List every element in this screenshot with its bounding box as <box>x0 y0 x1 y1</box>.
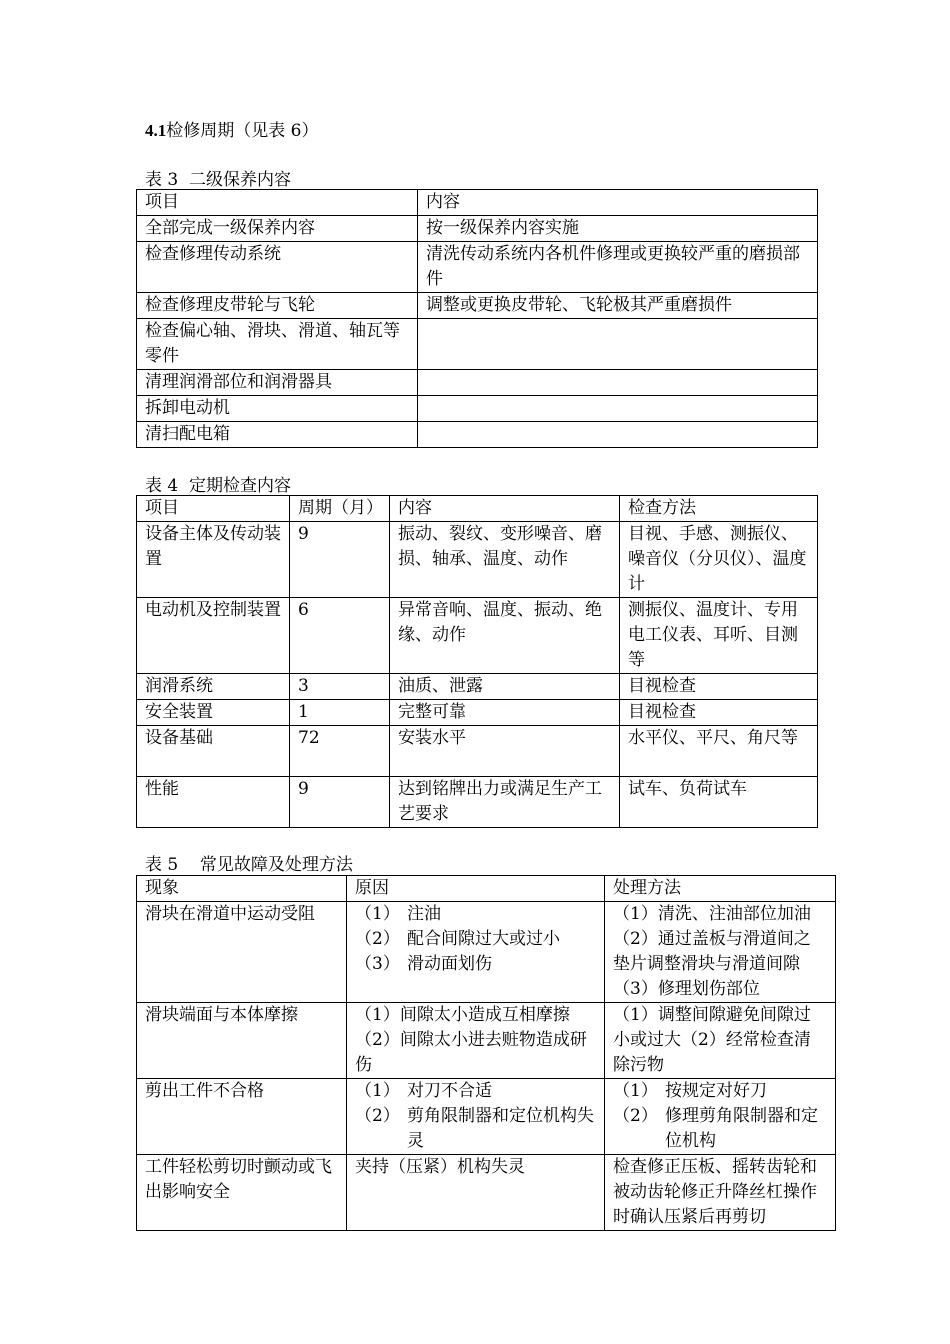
table-cell: 全部完成一级保养内容 <box>137 216 418 242</box>
list-item-number: （3） <box>355 954 400 974</box>
table-cell: 设备基础 <box>137 726 290 777</box>
table4-header-cell: 周期（月） <box>290 496 390 522</box>
list-item-number: （2） <box>613 1106 658 1126</box>
table-cell: 按一级保养内容实施 <box>418 216 818 242</box>
table-cell: 试车、负荷试车 <box>620 777 818 828</box>
table-row <box>137 674 818 700</box>
table-cell: 夹持（压紧）机构失灵 <box>347 1155 605 1231</box>
cause-list <box>347 902 605 1003</box>
list-item <box>355 952 596 977</box>
table-cell: 清洗传动系统内各机件修理或更换较严重的磨损部件 <box>418 242 818 293</box>
list-item <box>355 1079 596 1104</box>
table-cell: 安装水平 <box>390 726 620 777</box>
table-cell: （1）间隙太小造成互相摩擦（2）间隙太小进去赃物造成研伤 <box>347 1003 605 1079</box>
cause-list <box>347 1079 605 1155</box>
table3-header-cell: 项目 <box>137 190 418 216</box>
table-cell: 6 <box>290 598 390 674</box>
table-cell <box>418 319 818 370</box>
table-cell: 剪出工件不合格 <box>137 1079 347 1155</box>
list-item-number: （2） <box>355 929 400 949</box>
remedy-list <box>605 1079 836 1155</box>
list-item-number: （1） <box>355 1081 400 1101</box>
table4 <box>136 495 818 828</box>
table-row <box>137 422 818 448</box>
table-cell: 完整可靠 <box>390 700 620 726</box>
table3-header-row <box>137 190 818 216</box>
table4-header-cell: 检查方法 <box>620 496 818 522</box>
table-cell: 目视检查 <box>620 700 818 726</box>
table-cell: （1）清洗、注油部位加油（2）通过盖板与滑道间之垫片调整滑块与滑道间隙（3）修理划伤部位 <box>605 902 836 1003</box>
table5-header-cell: 原因 <box>347 876 605 902</box>
list-item-text: 对刀不合适 <box>407 1081 492 1101</box>
table-cell: 润滑系统 <box>137 674 290 700</box>
table5-caption: 表 5 常见故障及处理方法 <box>145 855 353 875</box>
table-cell <box>418 396 818 422</box>
table-row <box>137 777 818 828</box>
table-row <box>137 319 818 370</box>
list-item <box>355 1104 596 1154</box>
table4-header-cell: 项目 <box>137 496 290 522</box>
table4-header-row <box>137 496 818 522</box>
table-cell: 目视、手感、测振仪、噪音仪（分贝仪）、温度计 <box>620 522 818 598</box>
table-row <box>137 522 818 598</box>
table-row <box>137 1003 836 1079</box>
table-cell: 清扫配电箱 <box>137 422 418 448</box>
table-cell: 设备主体及传动装置 <box>137 522 290 598</box>
table-cell: 滑块端面与本体摩擦 <box>137 1003 347 1079</box>
table-cell <box>418 422 818 448</box>
table3 <box>136 189 818 448</box>
list-item-number: （1） <box>613 1081 658 1101</box>
list-item-text: 按规定对好刀 <box>665 1081 767 1101</box>
table-cell: 72 <box>290 726 390 777</box>
table-cell: 检查修正压板、摇转齿轮和被动齿轮修正升降丝杠操作时确认压紧后再剪切 <box>605 1155 836 1231</box>
table-row <box>137 726 818 777</box>
table-cell: 清理润滑部位和润滑器具 <box>137 370 418 396</box>
table-cell: 滑块在滑道中运动受阻 <box>137 902 347 1003</box>
section-heading <box>145 116 318 141</box>
table-cell: 达到铭牌出力或满足生产工艺要求 <box>390 777 620 828</box>
list-item <box>613 1104 827 1154</box>
table-row <box>137 1079 836 1155</box>
table-cell: 振动、裂纹、变形噪音、磨损、轴承、温度、动作 <box>390 522 620 598</box>
list-item-number: （1） <box>355 904 400 924</box>
list-item-number: （2） <box>355 1106 400 1126</box>
list-item <box>355 902 596 927</box>
table-cell: 9 <box>290 777 390 828</box>
table-row <box>137 396 818 422</box>
table-row <box>137 216 818 242</box>
table-cell: 测振仪、温度计、专用电工仪表、耳听、目测等 <box>620 598 818 674</box>
table-cell: 9 <box>290 522 390 598</box>
table-row <box>137 242 818 293</box>
table-cell: 油质、泄露 <box>390 674 620 700</box>
table-cell: 调整或更换皮带轮、飞轮极其严重磨损件 <box>418 293 818 319</box>
table-cell: 1 <box>290 700 390 726</box>
list-item-text: 配合间隙过大或过小 <box>407 929 560 949</box>
table-cell: 电动机及控制装置 <box>137 598 290 674</box>
table-cell: 3 <box>290 674 390 700</box>
list-item <box>355 927 596 952</box>
table-cell: 性能 <box>137 777 290 828</box>
table-cell: 异常音响、温度、振动、绝缘、动作 <box>390 598 620 674</box>
table-row <box>137 700 818 726</box>
list-item-text: 剪角限制器和定位机构失灵 <box>407 1106 594 1151</box>
table4-header-cell: 内容 <box>390 496 620 522</box>
table5-header-row <box>137 876 836 902</box>
table-cell: （1）调整间隙避免间隙过小或过大（2）经常检查清除污物 <box>605 1003 836 1079</box>
table5-header-cell: 处理方法 <box>605 876 836 902</box>
table-row <box>137 902 836 1003</box>
table-row <box>137 370 818 396</box>
table-cell: 拆卸电动机 <box>137 396 418 422</box>
table-row <box>137 1155 836 1231</box>
table-cell: 安全装置 <box>137 700 290 726</box>
table-cell: 检查修理皮带轮与飞轮 <box>137 293 418 319</box>
section-number: 4.1 <box>145 121 167 140</box>
table5-header-cell: 现象 <box>137 876 347 902</box>
table-row <box>137 293 818 319</box>
table-cell: 目视检查 <box>620 674 818 700</box>
table-cell: 水平仪、平尺、角尺等 <box>620 726 818 777</box>
table5 <box>136 875 836 1231</box>
table-cell: 检查修理传动系统 <box>137 242 418 293</box>
table-row <box>137 598 818 674</box>
list-item-text: 注油 <box>407 904 441 924</box>
table-cell <box>418 370 818 396</box>
list-item <box>613 1079 827 1104</box>
table3-header-cell: 内容 <box>418 190 818 216</box>
table4-caption: 表 4 定期检查内容 <box>145 476 292 496</box>
table3-caption: 表 3 二级保养内容 <box>145 170 292 190</box>
table-cell: 工件轻松剪切时颤动或飞出影响安全 <box>137 1155 347 1231</box>
section-title: 检修周期（见表 6） <box>166 121 319 141</box>
list-item-text: 滑动面划伤 <box>407 954 492 974</box>
table-cell: 检查偏心轴、滑块、滑道、轴瓦等零件 <box>137 319 418 370</box>
list-item-text: 修理剪角限制器和定位机构 <box>665 1106 818 1151</box>
